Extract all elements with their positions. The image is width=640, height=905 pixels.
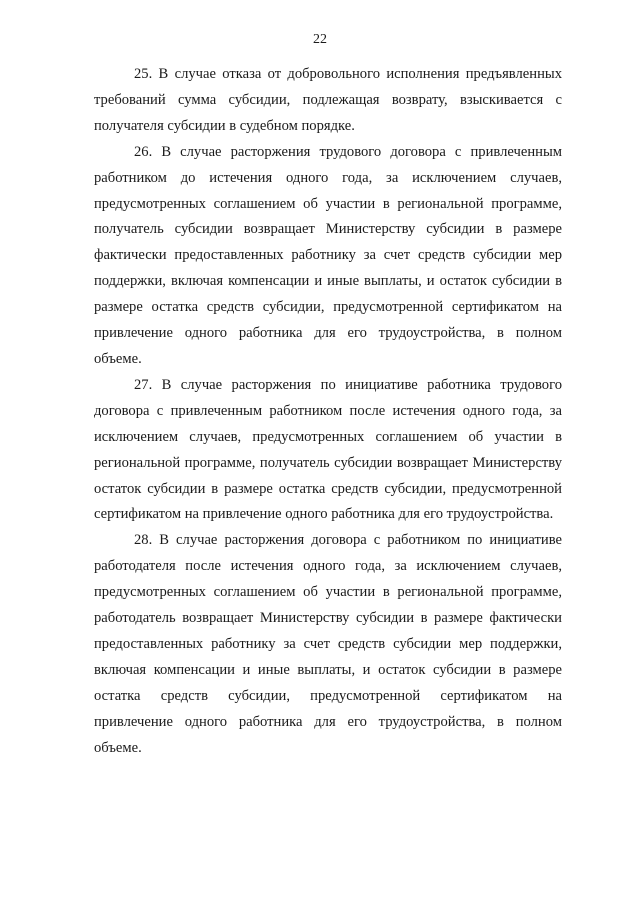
paragraph-line: поддержки, включая компенсации и иные выплаты, и остаток субсидии в	[94, 273, 562, 290]
paragraph-28	[94, 528, 562, 761]
paragraph-line: работодатель возвращает Министерству субсидии в размере фактически	[94, 610, 562, 627]
paragraph-line: работником до истечения одного года, за исключением случаев,	[94, 169, 562, 186]
paragraph-line: привлечение одного работника для его трудоустройства, в полном	[94, 325, 562, 342]
paragraph-line: работодателя после истечения одного года, за исключением случаев,	[94, 558, 562, 575]
paragraph-line: остаток субсидии в размере остатка средств субсидии, предусмотренной	[94, 480, 562, 497]
paragraph-line: объеме.	[94, 739, 142, 756]
paragraph-27	[94, 373, 562, 528]
paragraph-line: размере остатка средств субсидии, предусмотренной сертификатом на	[94, 299, 562, 316]
paragraph-line: получателя субсидии в судебном порядке.	[94, 117, 355, 134]
paragraph-line: сертификатом на привлечение одного работника для его трудоустройства.	[94, 506, 554, 523]
paragraph-line: объеме.	[94, 350, 142, 367]
paragraph-line: предусмотренных соглашением об участии в региональной программе,	[94, 584, 562, 601]
paragraph-line: исключением случаев, предусмотренных соглашением об участии в	[94, 428, 562, 445]
paragraph-26	[94, 140, 562, 373]
paragraph-line: предусмотренных соглашением об участии в региональной программе,	[94, 195, 562, 212]
paragraph-line: включая компенсации и иные выплаты, и остаток субсидии в размере	[94, 661, 562, 678]
paragraph-line: региональной программе, получатель субсидии возвращает Министерству	[94, 454, 562, 471]
paragraph-line: требований сумма субсидии, подлежащая возврату, взыскивается с	[94, 91, 562, 108]
paragraph-line: фактически предоставленных работнику за счет средств субсидии мер	[94, 247, 562, 264]
paragraph-line: получатель субсидии возвращает Министерству субсидии в размере	[94, 221, 562, 238]
paragraph-line: остатка средств субсидии, предусмотренной сертификатом на	[94, 687, 562, 704]
paragraph-line: привлечение одного работника для его трудоустройства, в полном	[94, 713, 562, 730]
page-number: 22	[313, 32, 327, 47]
paragraph-line: 25. В случае отказа от добровольного исполнения предъявленных	[134, 66, 562, 82]
paragraph-line: 26. В случае расторжения трудового договора с привлеченным	[134, 143, 562, 160]
paragraph-line: 28. В случае расторжения договора с работником по инициативе	[134, 532, 562, 549]
paragraph-line: предоставленных работнику за счет средств субсидии мер поддержки,	[94, 635, 562, 652]
paragraph-25	[94, 62, 562, 140]
paragraph-line: договора с привлеченным работником после истечения одного года, за	[94, 402, 562, 419]
document-body	[94, 62, 562, 761]
paragraph-line: 27. В случае расторжения по инициативе работника трудового	[134, 376, 562, 393]
